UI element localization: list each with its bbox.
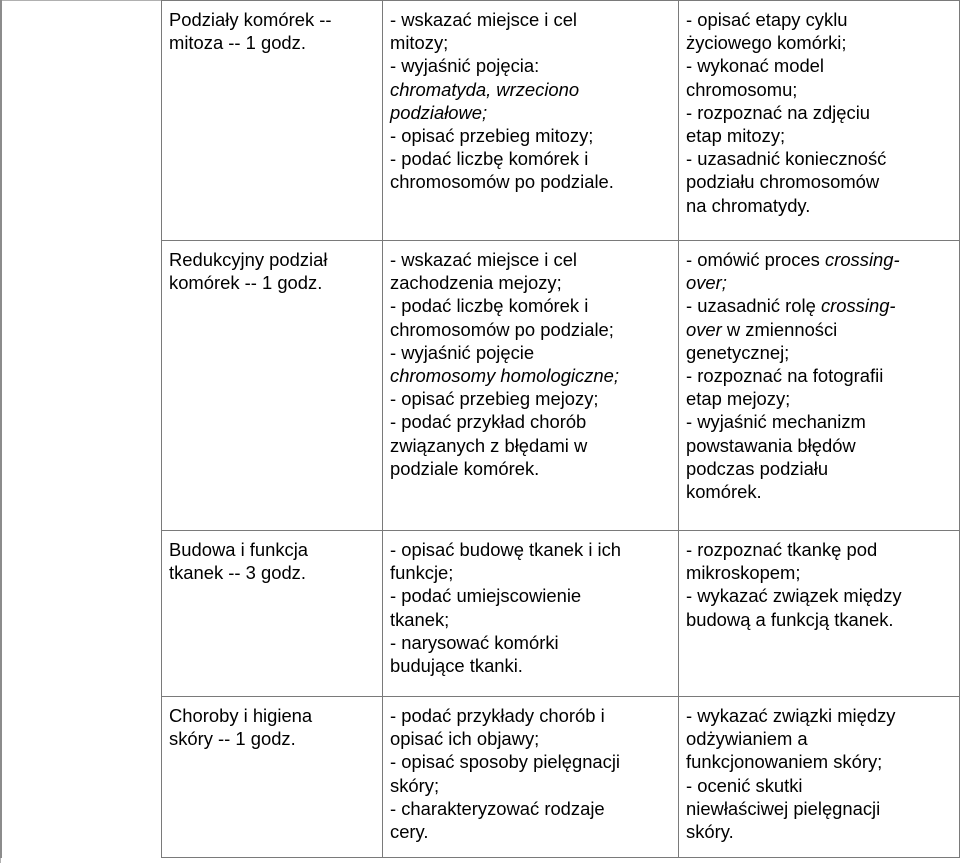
requirement-line xyxy=(390,364,672,387)
requirement-line xyxy=(390,750,672,773)
text-segment: - wyjaśnić mechanizm xyxy=(686,411,866,433)
requirement-line xyxy=(686,341,953,364)
topic-line xyxy=(169,561,376,584)
text-segment: - ocenić skutki xyxy=(686,774,803,796)
table-row xyxy=(0,0,960,240)
requirement-line xyxy=(390,8,672,31)
requirement-line xyxy=(390,538,672,561)
text-segment: etap mejozy; xyxy=(686,388,791,410)
blank-margin-cell xyxy=(0,696,161,858)
requirement-line xyxy=(686,704,953,727)
requirement-line xyxy=(390,727,672,750)
requirement-line xyxy=(686,820,953,843)
text-segment: odżywianiem a xyxy=(686,728,808,750)
requirement-line xyxy=(686,31,953,54)
text-segment: mitozy; xyxy=(390,32,449,54)
requirement-line xyxy=(686,248,953,271)
text-segment: funkcjonowaniem skóry; xyxy=(686,751,883,773)
text-segment: - podać przykłady chorób i xyxy=(390,705,605,726)
text-segment: skóry. xyxy=(686,821,734,843)
text-segment: - charakteryzować rodzaje xyxy=(390,797,605,819)
text-segment: - omówić proces xyxy=(686,249,825,270)
text-segment: - narysować komórki xyxy=(390,631,559,653)
text-segment: w zmienności xyxy=(721,318,838,340)
text-segment: - opisać etapy cyklu xyxy=(686,9,848,30)
text-segment: - wyjaśnić pojęcia: xyxy=(390,55,540,77)
requirement-line xyxy=(686,750,953,773)
requirement-line xyxy=(686,364,953,387)
text-segment: niewłaściwej pielęgnacji xyxy=(686,797,881,819)
table-row xyxy=(0,240,960,530)
extended-requirements-cell xyxy=(678,240,960,530)
text-segment: związanych z błędami w xyxy=(390,434,588,456)
extended-requirements-cell xyxy=(678,0,960,240)
text-segment: - wykonać model xyxy=(686,55,824,77)
requirement-line xyxy=(390,170,672,193)
topic-line xyxy=(169,538,376,561)
text-segment: - podać umiejscowienie xyxy=(390,585,582,607)
requirement-line xyxy=(390,631,672,654)
text-segment: tkanek; xyxy=(390,608,450,630)
requirement-line xyxy=(390,387,672,410)
requirement-line xyxy=(390,820,672,843)
requirement-line xyxy=(686,318,953,341)
table-row xyxy=(0,530,960,696)
requirement-line xyxy=(390,584,672,607)
basic-requirements-cell xyxy=(382,530,678,696)
blank-margin-cell xyxy=(0,240,161,530)
text-segment: - wskazać miejsce i cel xyxy=(390,9,578,30)
requirement-line xyxy=(686,538,953,561)
requirement-line xyxy=(686,271,953,294)
topic-line xyxy=(169,31,376,54)
text-segment: Budowa i funkcja xyxy=(169,539,309,560)
requirement-line xyxy=(686,434,953,457)
text-segment: - rozpoznać tkankę pod xyxy=(686,539,878,560)
topic-line xyxy=(169,8,376,31)
extended-requirements-cell xyxy=(678,696,960,858)
text-segment: - wskazać miejsce i cel xyxy=(390,249,578,270)
text-segment: życiowego komórki; xyxy=(686,32,847,54)
requirement-line xyxy=(390,608,672,631)
text-segment: Redukcyjny podział xyxy=(169,249,328,270)
text-segment: Choroby i higiena xyxy=(169,705,313,726)
topic-cell xyxy=(161,240,382,530)
topic-line xyxy=(169,271,376,294)
requirement-line xyxy=(686,101,953,124)
text-segment: podziale komórek. xyxy=(390,457,540,479)
requirement-line xyxy=(686,387,953,410)
text-segment: - opisać przebieg mejozy; xyxy=(390,388,599,410)
requirement-line xyxy=(686,78,953,101)
italic-term: over xyxy=(686,318,722,340)
requirement-line xyxy=(390,31,672,54)
text-segment: etap mitozy; xyxy=(686,125,786,147)
requirement-line xyxy=(686,410,953,433)
text-segment: zachodzenia mejozy; xyxy=(390,272,562,294)
text-segment: - podać liczbę komórek i xyxy=(390,148,589,170)
requirement-line xyxy=(390,124,672,147)
requirement-line xyxy=(686,457,953,480)
requirement-line xyxy=(390,78,672,101)
text-segment: komórek -- 1 godz. xyxy=(169,272,323,294)
requirement-line xyxy=(686,608,953,631)
text-segment: - opisać budowę tkanek i ich xyxy=(390,539,622,560)
text-segment: mitoza -- 1 godz. xyxy=(169,32,306,54)
requirement-line xyxy=(686,194,953,217)
text-segment: - uzasadnić rolę xyxy=(686,295,821,317)
text-segment: budową a funkcją tkanek. xyxy=(686,608,894,630)
requirement-line xyxy=(686,147,953,170)
topic-line xyxy=(169,727,376,750)
requirement-line xyxy=(390,704,672,727)
requirement-line xyxy=(686,480,953,503)
text-segment: mikroskopem; xyxy=(686,562,801,584)
requirement-line xyxy=(686,561,953,584)
requirement-line xyxy=(390,457,672,480)
requirement-line xyxy=(390,318,672,341)
blank-margin-cell xyxy=(0,530,161,696)
requirement-line xyxy=(390,774,672,797)
text-segment: cery. xyxy=(390,821,429,843)
text-segment: skóry; xyxy=(390,774,440,796)
text-segment: tkanek -- 3 godz. xyxy=(169,562,306,584)
text-segment: Podziały komórek -- xyxy=(169,9,332,30)
topic-cell xyxy=(161,530,382,696)
text-segment: - opisać przebieg mitozy; xyxy=(390,125,594,147)
text-segment: genetycznej; xyxy=(686,341,790,363)
requirement-line xyxy=(390,434,672,457)
text-segment: budujące tkanki. xyxy=(390,655,523,677)
requirement-line xyxy=(390,341,672,364)
text-segment: podczas podziału xyxy=(686,457,829,479)
text-segment: - podać przykład chorób xyxy=(390,411,587,433)
text-segment: komórek. xyxy=(686,481,762,503)
italic-term: podziałowe; xyxy=(390,101,488,123)
requirement-line xyxy=(390,147,672,170)
text-segment: chromosomów po podziale. xyxy=(390,171,614,193)
requirement-line xyxy=(686,124,953,147)
topic-cell xyxy=(161,696,382,858)
extended-requirements-cell xyxy=(678,530,960,696)
italic-term: crossing- xyxy=(820,295,896,317)
text-segment: - uzasadnić konieczność xyxy=(686,148,887,170)
requirement-line xyxy=(686,584,953,607)
text-segment: - wyjaśnić pojęcie xyxy=(390,341,535,363)
basic-requirements-cell xyxy=(382,240,678,530)
blank-margin-cell xyxy=(0,0,161,240)
text-segment: - opisać sposoby pielęgnacji xyxy=(390,751,621,773)
requirement-line xyxy=(390,797,672,820)
requirement-line xyxy=(686,170,953,193)
text-segment: opisać ich objawy; xyxy=(390,728,540,750)
text-segment: - wykazać związki między xyxy=(686,705,896,726)
requirement-line xyxy=(686,54,953,77)
requirement-line xyxy=(390,54,672,77)
text-segment: chromosomu; xyxy=(686,78,798,100)
text-segment: - rozpoznać na fotografii xyxy=(686,365,884,387)
italic-term: chromatyda, wrzeciono xyxy=(390,78,580,100)
requirement-line xyxy=(390,248,672,271)
text-segment: - wykazać związek między xyxy=(686,585,902,607)
topic-cell xyxy=(161,0,382,240)
text-segment: funkcje; xyxy=(390,562,454,584)
text-segment: - podać liczbę komórek i xyxy=(390,295,589,317)
requirement-line xyxy=(686,727,953,750)
italic-term: crossing- xyxy=(825,249,900,270)
requirement-line xyxy=(390,271,672,294)
basic-requirements-cell xyxy=(382,0,678,240)
requirement-line xyxy=(686,8,953,31)
requirement-line xyxy=(390,410,672,433)
requirement-line xyxy=(686,797,953,820)
text-segment: skóry -- 1 godz. xyxy=(169,728,296,750)
text-segment: powstawania błędów xyxy=(686,434,856,456)
text-segment: chromosomów po podziale; xyxy=(390,318,614,340)
requirement-line xyxy=(390,294,672,317)
basic-requirements-cell xyxy=(382,696,678,858)
requirement-line xyxy=(390,101,672,124)
requirement-line xyxy=(390,654,672,677)
table-row xyxy=(0,696,960,858)
italic-term: over; xyxy=(686,272,727,294)
text-segment: - rozpoznać na zdjęciu xyxy=(686,101,871,123)
italic-term: chromosomy homologiczne; xyxy=(390,365,619,387)
topic-line xyxy=(169,704,376,727)
topic-line xyxy=(169,248,376,271)
requirement-line xyxy=(686,774,953,797)
text-segment: na chromatydy. xyxy=(686,194,811,216)
text-segment: podziału chromosomów xyxy=(686,171,880,193)
requirement-line xyxy=(390,561,672,584)
requirement-line xyxy=(686,294,953,317)
